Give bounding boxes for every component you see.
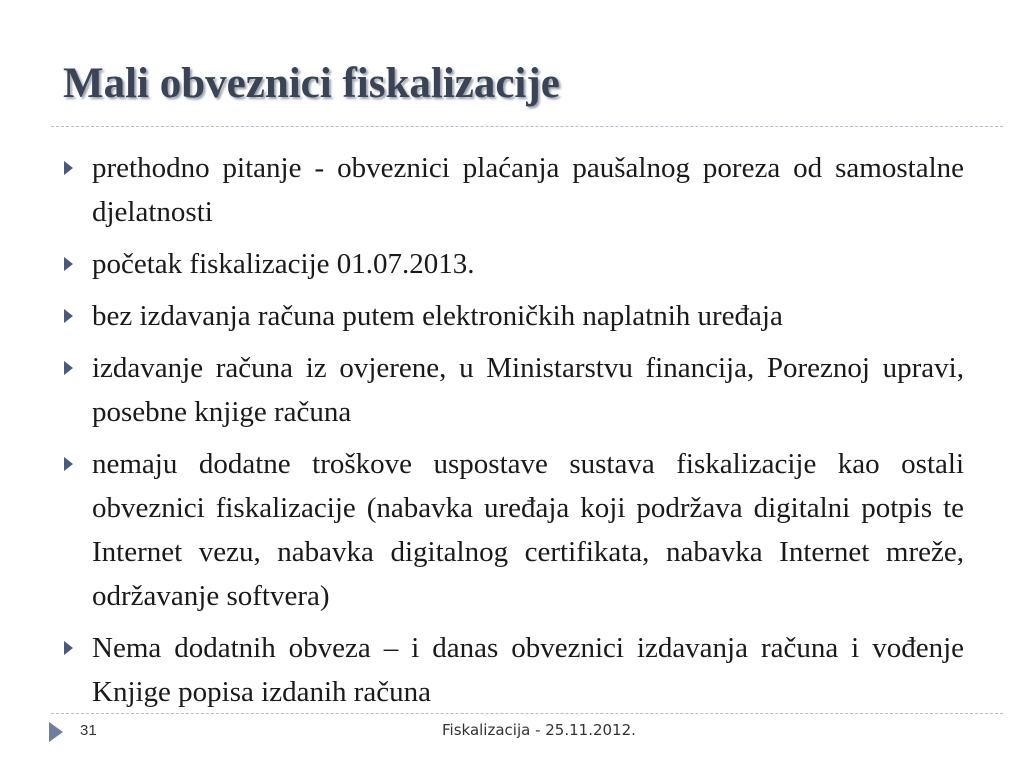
bullet-arrow-icon <box>64 309 73 323</box>
bullet-text: Nema dodatnih obveza – i danas obveznici izdavanja računa i vođenje Knjige popisa izdanih računa <box>92 632 964 708</box>
bullet-text: početak fiskalizacije 01.07.2013. <box>92 248 475 280</box>
bullet-text: nemaju dodatne troškove uspostave sustava fiskalizacije kao ostali obveznici fiskalizacije (nabavka uređaja koji podržava digitalni potpis te Internet vezu, nabavka digitalnog certifikata, nabavka Internet mreže, održavanje softvera) <box>92 448 964 612</box>
bullet-item <box>61 442 964 618</box>
bullet-list <box>61 146 964 722</box>
footer-divider <box>51 713 1003 714</box>
bullet-arrow-icon <box>64 257 73 271</box>
bullet-text: bez izdavanja računa putem elektroničkih naplatnih uređaja <box>92 300 783 332</box>
footer-triangle-icon <box>49 722 63 742</box>
bullet-arrow-icon <box>64 457 73 471</box>
bullet-arrow-icon <box>64 641 73 655</box>
bullet-item <box>61 626 964 714</box>
footer-text: Fiskalizacija - 25.11.2012. <box>442 721 636 739</box>
bullet-item <box>61 294 964 338</box>
bullet-text: prethodno pitanje - obveznici plaćanja paušalnog poreza od samostalne djelatnosti <box>92 152 964 228</box>
bullet-arrow-icon <box>64 161 73 175</box>
bullet-arrow-icon <box>64 361 73 375</box>
bullet-text: izdavanje računa iz ovjerene, u Ministarstvu financija, Poreznoj upravi, posebne knjige računa <box>92 352 964 428</box>
slide-title: Mali obveznici fiskalizacije <box>63 60 560 107</box>
bullet-item <box>61 242 964 286</box>
title-divider <box>51 126 1003 127</box>
page-number: 31 <box>80 722 97 739</box>
bullet-item <box>61 346 964 434</box>
bullet-item <box>61 146 964 234</box>
